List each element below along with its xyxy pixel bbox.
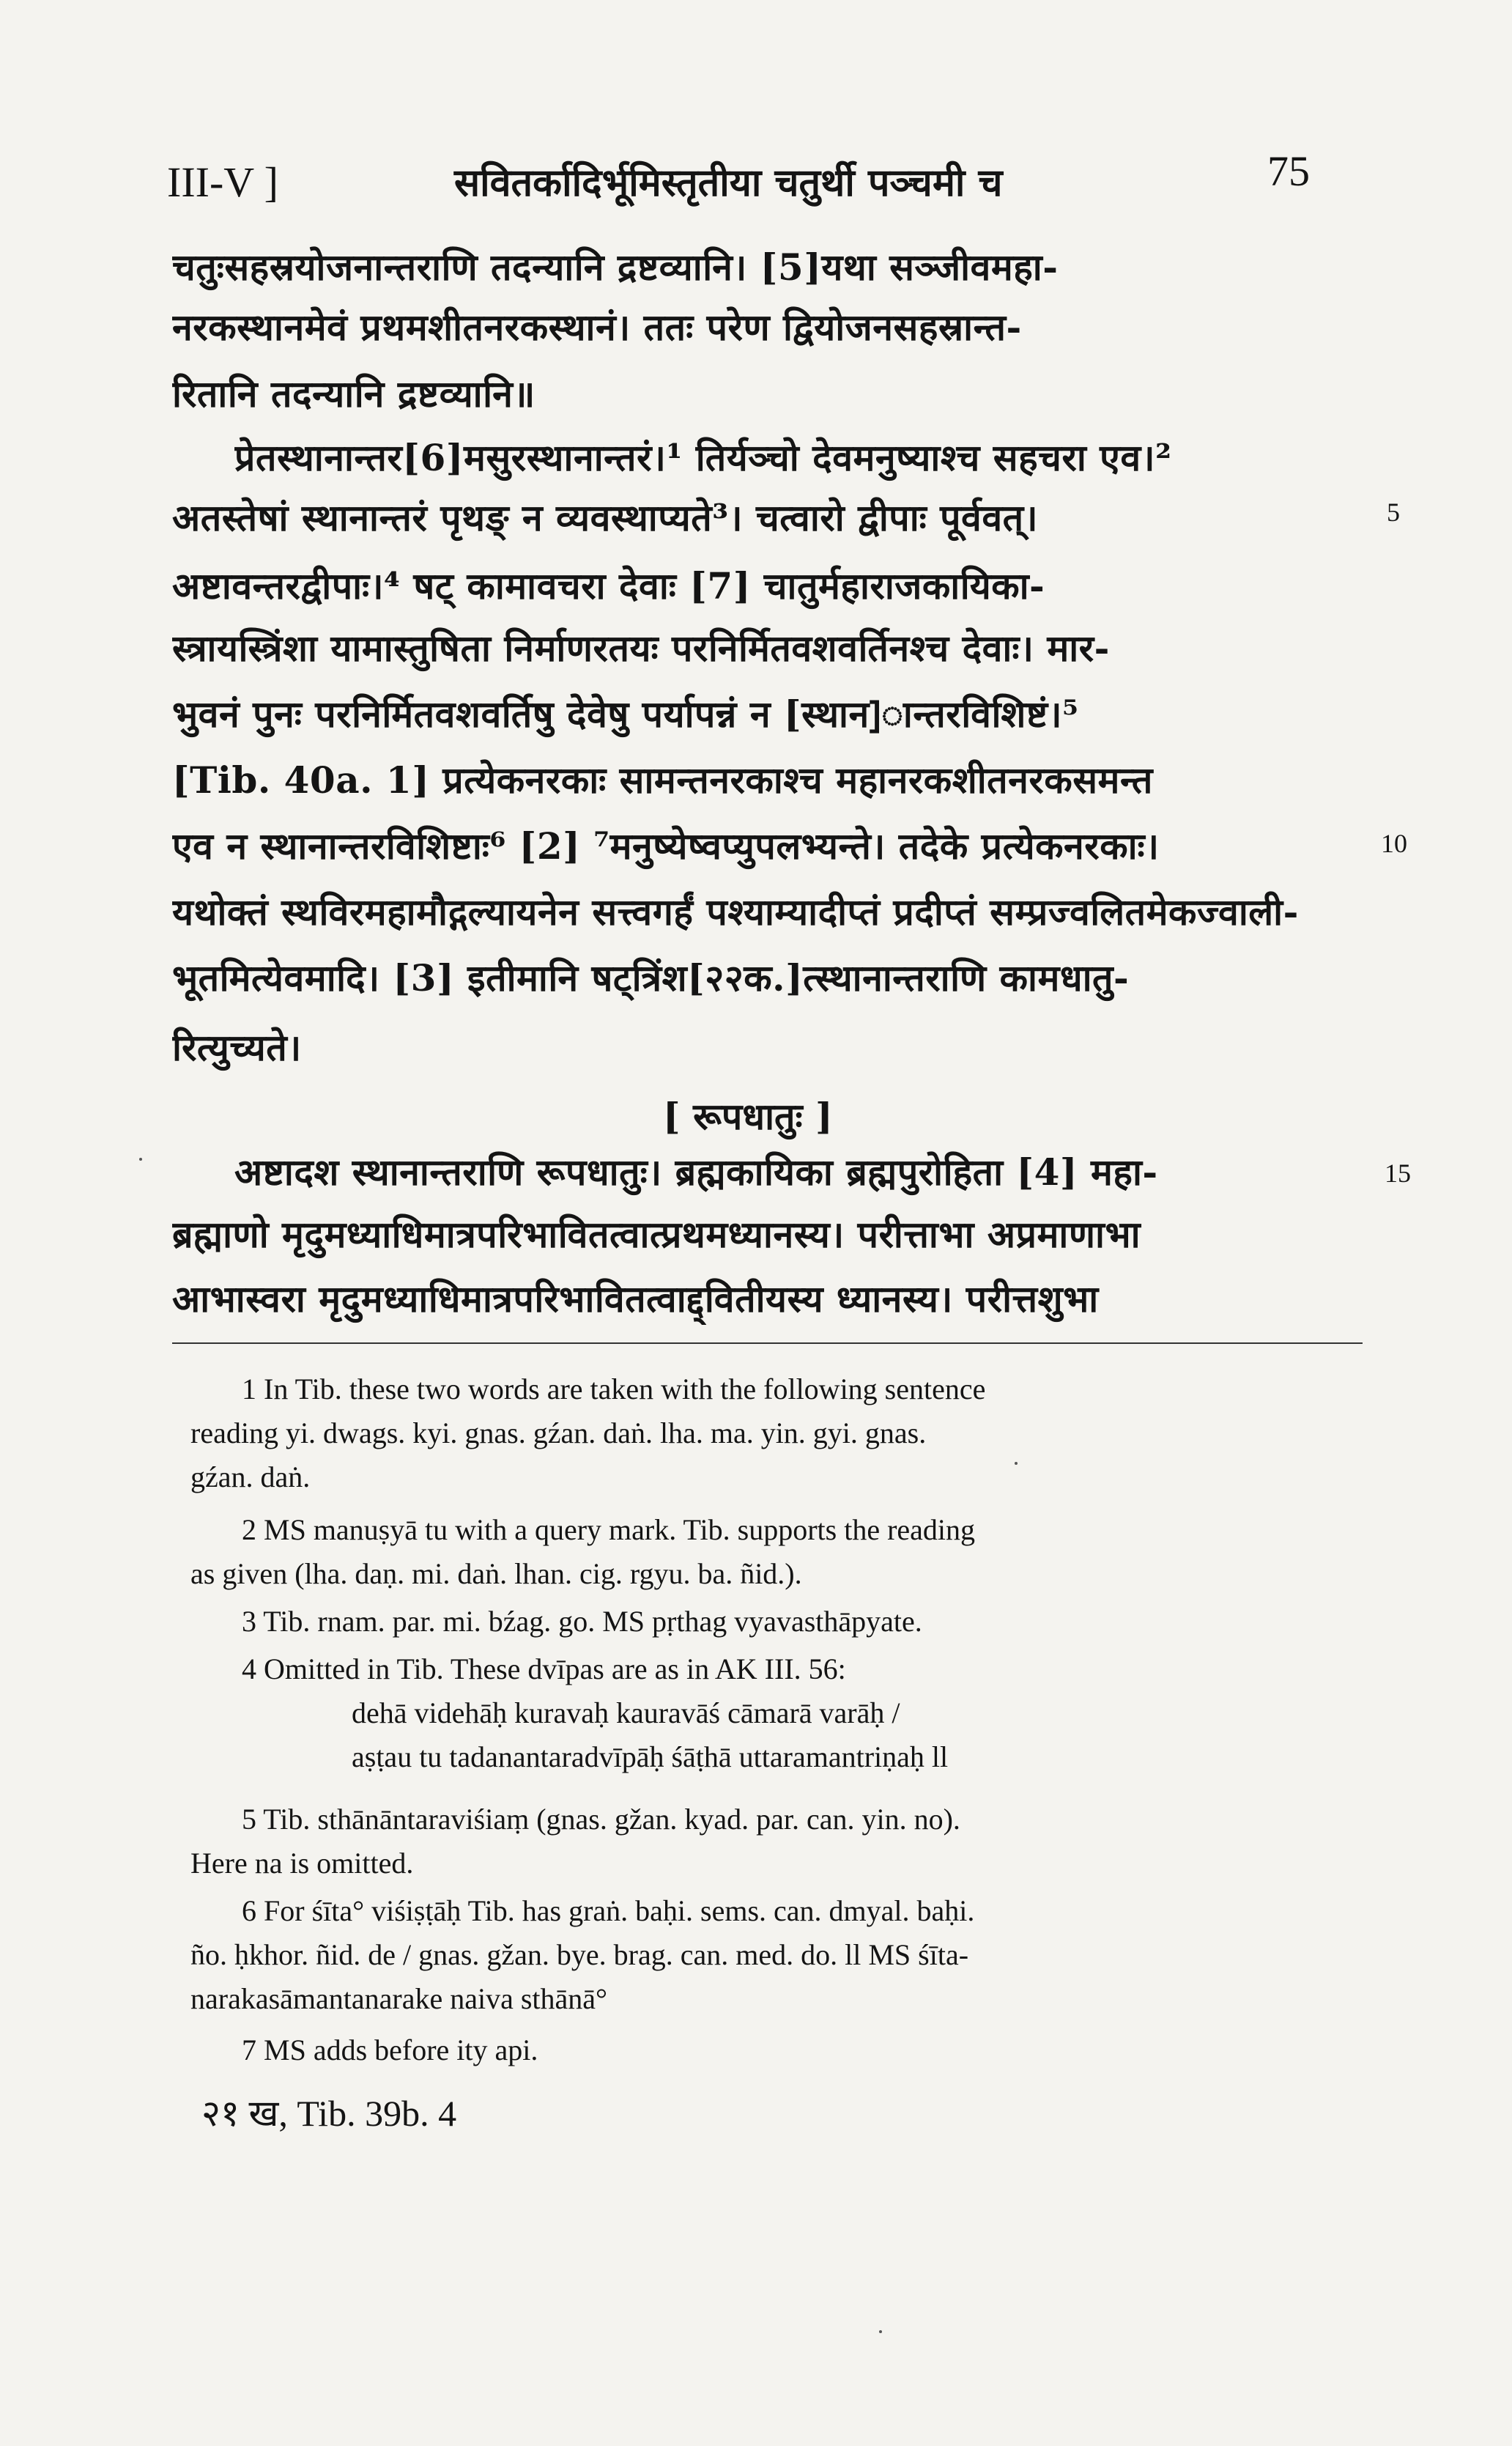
- running-title: सवितर्कादिर्भूमिस्तृतीया चतुर्थी पञ्चमी च: [454, 160, 1003, 205]
- footnote-line: 6 For śīta° viśiṣṭāḥ Tib. has graṅ. baḥi. sems. can. dmyal. baḥi.: [242, 1894, 975, 1927]
- footnote-divider: [172, 1342, 1363, 1344]
- body-line: आभास्वरा मृदुमध्याधिमात्रपरिभावितत्वाद्द्वितीयस्य ध्यानस्य। परीत्तशुभा: [172, 1277, 1099, 1320]
- footnote-line: gźan. daṅ.: [190, 1460, 311, 1493]
- footnote-verse-line: dehā videhāḥ kuravaḥ kauravāś cāmarā varāḥ /: [352, 1696, 900, 1729]
- chapter-marker: III-V ]: [167, 158, 278, 206]
- body-line: भुवनं पुनः परनिर्मितवशवर्तिषु देवेषु पर्यापन्नं न [स्थान]ान्तरविशिष्टं।⁵: [172, 692, 1079, 736]
- line-number: 15: [1385, 1159, 1411, 1188]
- footnote-line: 5 Tib. sthānāntaraviśiaṃ (gnas. gžan. kyad. par. can. yin. no).: [242, 1803, 960, 1836]
- body-line: नरकस्थानमेवं प्रथमशीतनरकस्थानं। ततः परेण द्वियोजनसहस्रान्त-: [172, 306, 1022, 349]
- printer-signature: २१ ख, Tib. 39b. 4: [201, 2093, 457, 2134]
- footnote-verse-line: aṣṭau tu tadanantaradvīpāḥ śāṭhā uttaramantriṇaḥ ll: [352, 1740, 949, 1773]
- footnote-line: narakasāmantanarake naiva sthānā°: [190, 1982, 608, 2015]
- footnote-line: as given (lha. daṇ. mi. daṅ. lhan. cig. rgyu. ba. ñid.).: [190, 1557, 802, 1590]
- footnote-line: 1 In Tib. these two words are taken with the following sentence: [242, 1372, 986, 1405]
- scan-speck: [139, 1158, 142, 1161]
- footnote-line: Here na is omitted.: [190, 1847, 414, 1880]
- footnote-line: 2 MS manuṣyā tu with a query mark. Tib. supports the reading: [242, 1513, 976, 1546]
- body-line: [Tib. 40a. 1] प्रत्येकनरकाः सामन्तनरकाश्च महानरकशीतनरकसमन्त: [172, 758, 1153, 802]
- body-line: एव न स्थानान्तरविशिष्टाः⁶ [2] ⁷मनुष्येष्वप्युपलभ्यन्ते। तदेके प्रत्येकनरकाः।: [172, 824, 1160, 868]
- footnote-line: 4 Omitted in Tib. These dvīpas are as in AK III. 56:: [242, 1652, 846, 1685]
- footnote-line: reading yi. dwags. kyi. gnas. gźan. daṅ. lha. ma. yin. gyi. gnas.: [190, 1416, 927, 1449]
- body-line: स्त्रायस्त्रिंशा यामास्तुषिता निर्माणरतयः परनिर्मितवशवर्तिनश्च देवाः। मार-: [172, 627, 1110, 670]
- section-heading: [ रूपधातुः ]: [663, 1095, 833, 1138]
- body-line: अतस्तेषां स्थानान्तरं पृथङ् न व्यवस्थाप्यते³। चत्वारो द्वीपाः पूर्ववत्।: [172, 496, 1039, 539]
- body-line: यथोक्तं स्थविरमहामौद्गल्यायनेन सत्त्वगर्हं पश्याम्यादीप्तं प्रदीप्तं सम्प्रज्वलितमेकज्वाली-: [172, 890, 1299, 934]
- body-line: अष्टावन्तरद्वीपाः।⁴ षट् कामावचरा देवाः [7] चातुर्महाराजकायिका-: [172, 564, 1045, 607]
- scan-speck: [1015, 1462, 1018, 1465]
- body-line: चतुःसहस्रयोजनान्तराणि तदन्यानि द्रष्टव्यानि। [5]यथा सञ्जीवमहा-: [172, 245, 1059, 289]
- body-line: रितानि तदन्यानि द्रष्टव्यानि॥: [172, 372, 536, 415]
- scan-speck: [879, 2330, 882, 2333]
- body-line: ब्रह्माणो मृदुमध्याधिमात्रपरिभावितत्वात्प्रथमध्यानस्य। परीत्ताभा अप्रमाणाभा: [172, 1213, 1141, 1256]
- footnote-line: 3 Tib. rnam. par. mi. bźag. go. MS pṛthag vyavasthāpyate.: [242, 1605, 922, 1638]
- body-line: प्रेतस्थानान्तर[6]मसुरस्थानान्तरं।¹ तिर्यञ्चो देवमनुष्याश्च सहचरा एव।²: [234, 436, 1172, 479]
- body-line: अष्टादश स्थानान्तराणि रूपधातुः। ब्रह्मकायिका ब्रह्मपुरोहिता [4] महा-: [234, 1150, 1158, 1194]
- line-number: 5: [1387, 498, 1400, 527]
- body-line: रित्युच्यते।: [172, 1026, 302, 1069]
- footnote-line: 7 MS adds before ity api.: [242, 2033, 538, 2066]
- page-number: 75: [1267, 147, 1310, 195]
- line-number: 10: [1381, 829, 1407, 858]
- body-line: भूतमित्येवमादि। [3] इतीमानि षट्त्रिंश[२२क.]त्स्थानान्तराणि कामधातु-: [172, 956, 1130, 1000]
- footnote-line: ño. ḥkhor. ñid. de / gnas. gžan. bye. brag. can. med. do. ll MS śīta-: [190, 1938, 969, 1971]
